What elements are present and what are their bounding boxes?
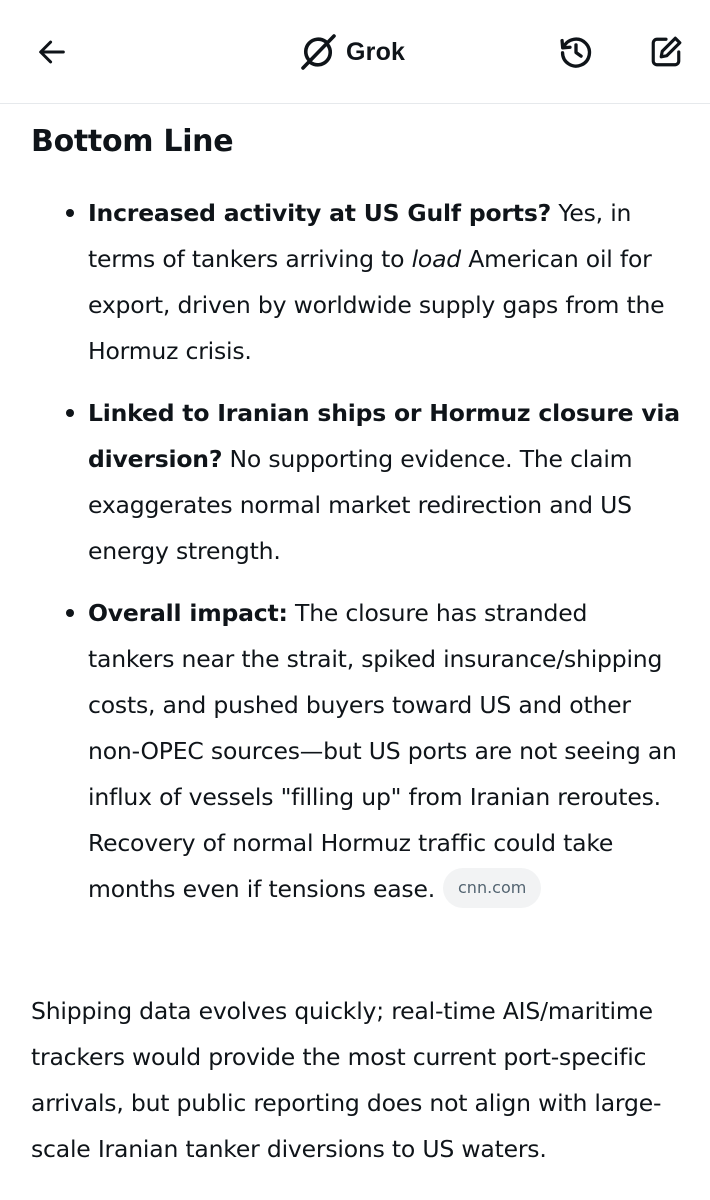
section-heading: Bottom Line [31,124,234,159]
bullet-text: Yes, in terms of tankers arriving to [88,199,632,273]
back-button[interactable] [26,26,78,78]
source-chip[interactable]: cnn.com [443,868,541,908]
bullet-text: No supporting evidence. The claim exaggerates normal market redirection and US energy strength. [88,445,633,565]
arrow-left-icon [35,35,69,69]
brand [298,30,405,74]
closing-paragraph: Shipping data evolves quickly; real-time AIS/maritime trackers would provide the most current port-specific arrivals, but public reporting does not align with large-scale Iranian tanker diversions to US waters. [31,997,662,1163]
app-title: Grok [346,37,406,66]
grok-logo-icon [298,32,338,72]
list-item [0,390,680,574]
bullet-text: American oil for export, driven by worldwide supply gaps from the Hormuz crisis. [88,245,665,365]
bullet-lead: Overall impact: [88,599,288,627]
bullet-list [0,190,710,928]
bullet-lead: Linked to Iranian ships or Hormuz closure via diversion? [88,399,680,473]
compose-icon [648,34,684,70]
new-chat-button[interactable] [640,26,692,78]
top-bar [0,0,710,104]
bullet-emphasis: load [411,245,462,273]
history-icon [557,33,595,71]
list-item [0,590,680,912]
history-button[interactable] [550,26,602,78]
list-item [0,190,680,374]
bullet-lead: Increased activity at US Gulf ports? [88,199,552,227]
bullet-text: The closure has stranded tankers near the strait, spiked insurance/shipping costs, and pushed buyers toward US and other non-OPEC sources—but US ports are not seeing an influx of vessels "filling up" from Iranian reroutes. Recovery of normal Hormuz traffic could take months even if tensions ease. [88,599,677,903]
